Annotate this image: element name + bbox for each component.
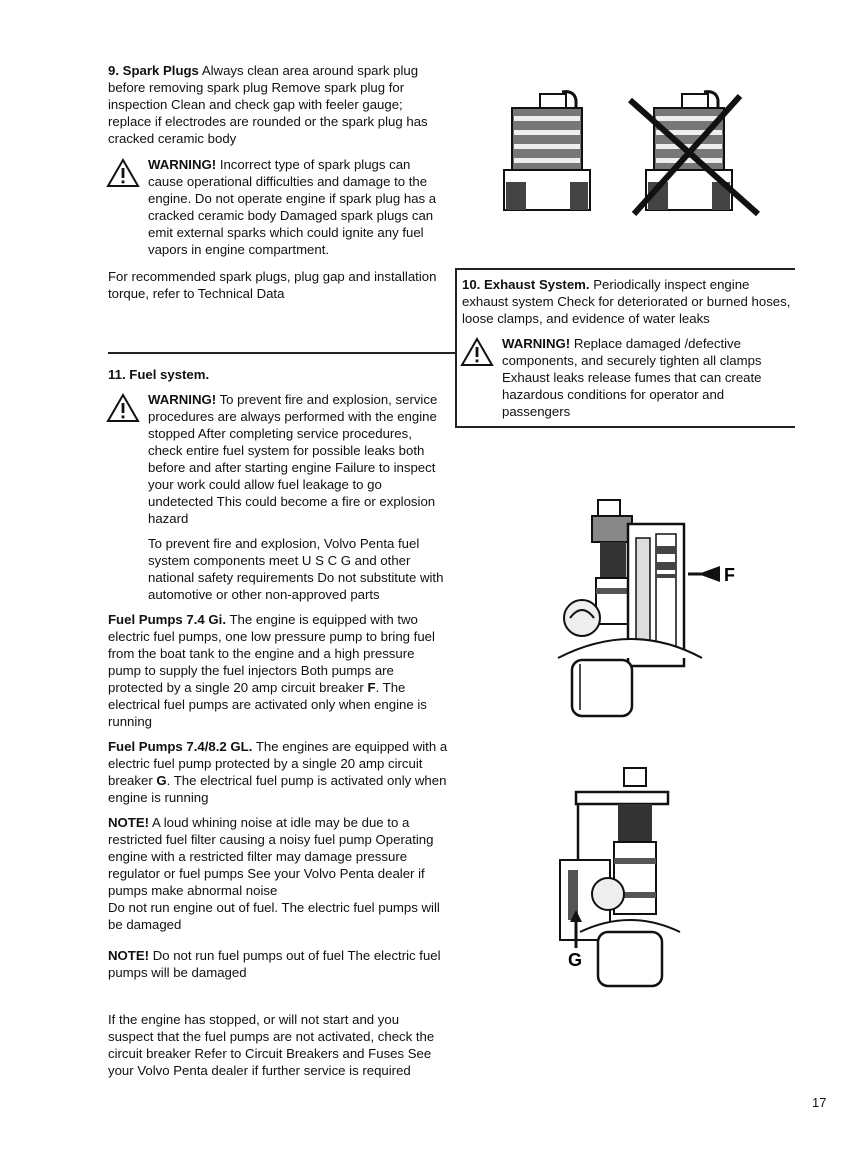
exhaust-paragraph (462, 276, 792, 327)
warning-triangle-icon (106, 393, 140, 423)
fuel-pumps-82-heading: Fuel Pumps 7.4/8.2 GL. (108, 739, 253, 754)
fuel-pumps-74-text-2: . The electrical fuel pumps are activated only when engine is running (108, 680, 427, 729)
fuel-heading: 11. Fuel system. (108, 367, 210, 382)
note-text: Do not run fuel pumps out of fuel The electric fuel pumps will be damaged (108, 948, 441, 980)
fuel-pumps-74-paragraph (108, 611, 448, 730)
fuel-pumps-82-paragraph (108, 738, 448, 806)
spark-plugs-text: Always clean area around spark plug before removing spark plug Remove spark plug for inspection Clean and check gap with feeler gauge; replace if electrodes are rounded or the spark plug has cracked ceramic body (108, 63, 428, 146)
note-label: NOTE! (108, 815, 150, 830)
warning-label: WARNING! (502, 336, 571, 351)
pump-f-label: F (724, 565, 735, 585)
spark-plugs-paragraph (108, 62, 448, 147)
fuel-pumps-74-heading: Fuel Pumps 7.4 Gi. (108, 612, 226, 627)
final-paragraph: If the engine has stopped, or will not start and you suspect that the fuel pumps are not activated, check the circuit breaker Refer to Circuit Breakers and Fuses See your Volvo Penta dealer if further service is required (108, 1012, 435, 1078)
exhaust-box-top-rule (455, 268, 795, 270)
exhaust-text: Periodically inspect engine exhaust system Check for deteriorated or burned hoses, loose clamps, and evidence of water leaks (462, 277, 791, 326)
fuel-warning-text-2: To prevent fire and explosion, Volvo Penta fuel system components meet U S C G and other national safety requirements Do not substitute with automotive or other non-approved parts (148, 536, 444, 602)
bad-spark-plug-icon (630, 92, 758, 214)
exhaust-heading: 10. Exhaust System. (462, 277, 590, 292)
warning-triangle-icon (106, 158, 140, 188)
exhaust-section (462, 276, 792, 420)
exhaust-box-bottom-rule (455, 426, 795, 428)
fuel-pumps-82-text-2: . The electrical fuel pump is activated only when engine is running (108, 773, 447, 805)
breaker-g-label: G (156, 773, 167, 788)
fuel-pumps-82-text: The engines are equipped with a electric fuel pump protected by a single 20 amp circuit breaker (108, 739, 448, 788)
warning-label: WARNING! (148, 392, 217, 407)
warning-triangle-icon (460, 337, 494, 367)
fuel-section (108, 366, 448, 1079)
exhaust-warning (462, 335, 792, 420)
spark-plug-figure (492, 86, 764, 218)
note-2 (108, 947, 448, 981)
fuel-warning (108, 391, 448, 603)
warning-text: To prevent fire and explosion, service procedures are always performed with the engine stopped After completing service procedures, check entire fuel system for possible leaks both before and after starting engine Failure to inspect your work could allow fuel leakage to go undetected This could become a fire or explosion hazard (148, 392, 438, 526)
spark-plugs-heading: 9. Spark Plugs (108, 63, 199, 78)
note-1-text-2: Do not run engine out of fuel. The electric fuel pumps will be damaged (108, 900, 440, 932)
note-1 (108, 814, 448, 899)
breaker-f-label: F (367, 680, 376, 695)
spark-plugs-warning (108, 156, 448, 258)
warning-text: Incorrect type of spark plugs can cause operational difficulties and damage to the engine. Do not operate engine if spark plug has a cracked ceramic body Damaged spark plugs can emit external sparks which could ignite any fuel vapors in engine compartment. (148, 157, 437, 257)
spark-plugs-reference: For recommended spark plugs, plug gap and installation torque, refer to Technical Data (108, 269, 437, 301)
spark-plugs-section (108, 62, 448, 302)
fuel-pump-g-figure (550, 760, 690, 990)
warning-text: Replace damaged /defective components, and securely tighten all clamps Exhaust leaks release fumes that can create hazardous conditions for operator and passengers (502, 336, 762, 419)
fuel-pumps-74-text: The engine is equipped with two electric fuel pumps, one low pressure pump to bring fuel from the boat tank to the engine and a high pressure pump to supply the fuel injectors Both pumps are protected by a single 20 amp circuit breaker (108, 612, 435, 695)
fuel-section-top-rule (108, 352, 456, 354)
warning-label: WARNING! (148, 157, 217, 172)
note-text: A loud whining noise at idle may be due to a restricted fuel filter causing a noisy fuel pump Operating engine with a restricted filter may damage pressure regulator or fuel pumps See your Volvo Penta dealer if pumps make abnormal noise (108, 815, 434, 898)
exhaust-box-left-rule (455, 268, 457, 427)
page-number: 17 (812, 1095, 827, 1110)
pump-g-label: G (568, 950, 583, 970)
fuel-pump-f-figure (552, 490, 742, 722)
good-spark-plug-icon (504, 92, 590, 210)
note-label: NOTE! (108, 948, 150, 963)
